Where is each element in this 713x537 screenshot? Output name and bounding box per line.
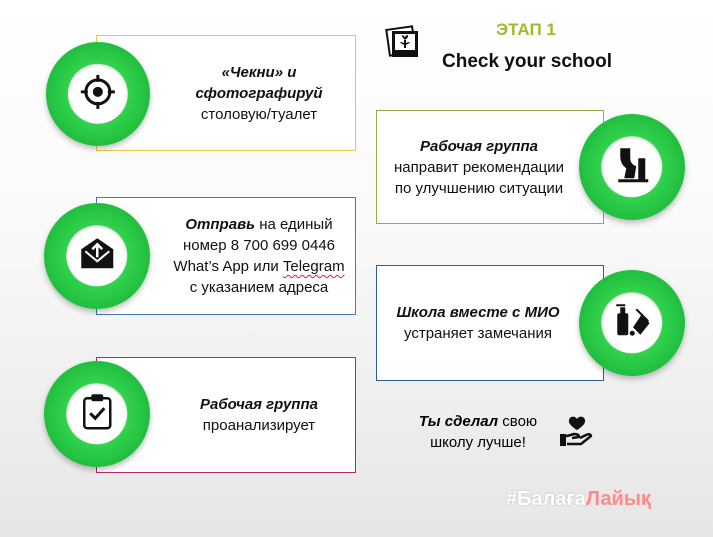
heart-hand-icon	[559, 414, 593, 453]
step-5-text: устраняет замечания	[404, 325, 552, 342]
closing-text	[413, 411, 543, 453]
step-4-box	[376, 110, 604, 224]
cleaning-icon	[612, 302, 652, 345]
hashtag-part-2: Лайық	[585, 488, 651, 510]
step-1-text: столовую/туалет	[200, 105, 318, 123]
toilet-icon	[614, 145, 650, 190]
step-2-lead: Отправь	[185, 216, 256, 233]
target-icon	[79, 73, 117, 116]
step-5-lead: Школа вместе с МИО	[396, 304, 560, 321]
step-1-badge	[46, 42, 150, 146]
step-3-text: проанализирует	[202, 417, 316, 434]
step-4-badge	[579, 114, 685, 220]
step-5-badge	[579, 270, 685, 376]
stage-subtitle: Check your school	[442, 51, 612, 72]
step-3-lead: Рабочая группа	[200, 396, 318, 413]
step-2-telegram: Telegram	[282, 258, 345, 275]
step-5-box	[376, 265, 604, 381]
step-2-text-end: с указанием адреса	[189, 279, 329, 296]
step-4-lead: Рабочая группа	[420, 137, 538, 155]
closing-rest: свою школу лучше!	[430, 413, 538, 451]
closing-lead: Ты сделал	[418, 413, 499, 430]
hashtag	[506, 488, 651, 511]
stage-title: ЭТАП 1	[496, 20, 556, 39]
clipboard-check-icon	[80, 393, 114, 436]
step-2-text: на единый номер 8 700 699 0446 What’s App или	[173, 216, 336, 275]
step-2-badge	[44, 203, 150, 309]
step-3-badge	[44, 361, 150, 467]
hashtag-part-1: #Балаға	[506, 488, 586, 510]
envelope-upload-icon	[77, 236, 117, 277]
step-1-lead: «Чекни» и сфотографируй	[195, 63, 323, 102]
photo-flower-icon	[385, 24, 421, 65]
step-4-text: направит рекомендации по улучшению ситуации	[394, 158, 564, 197]
